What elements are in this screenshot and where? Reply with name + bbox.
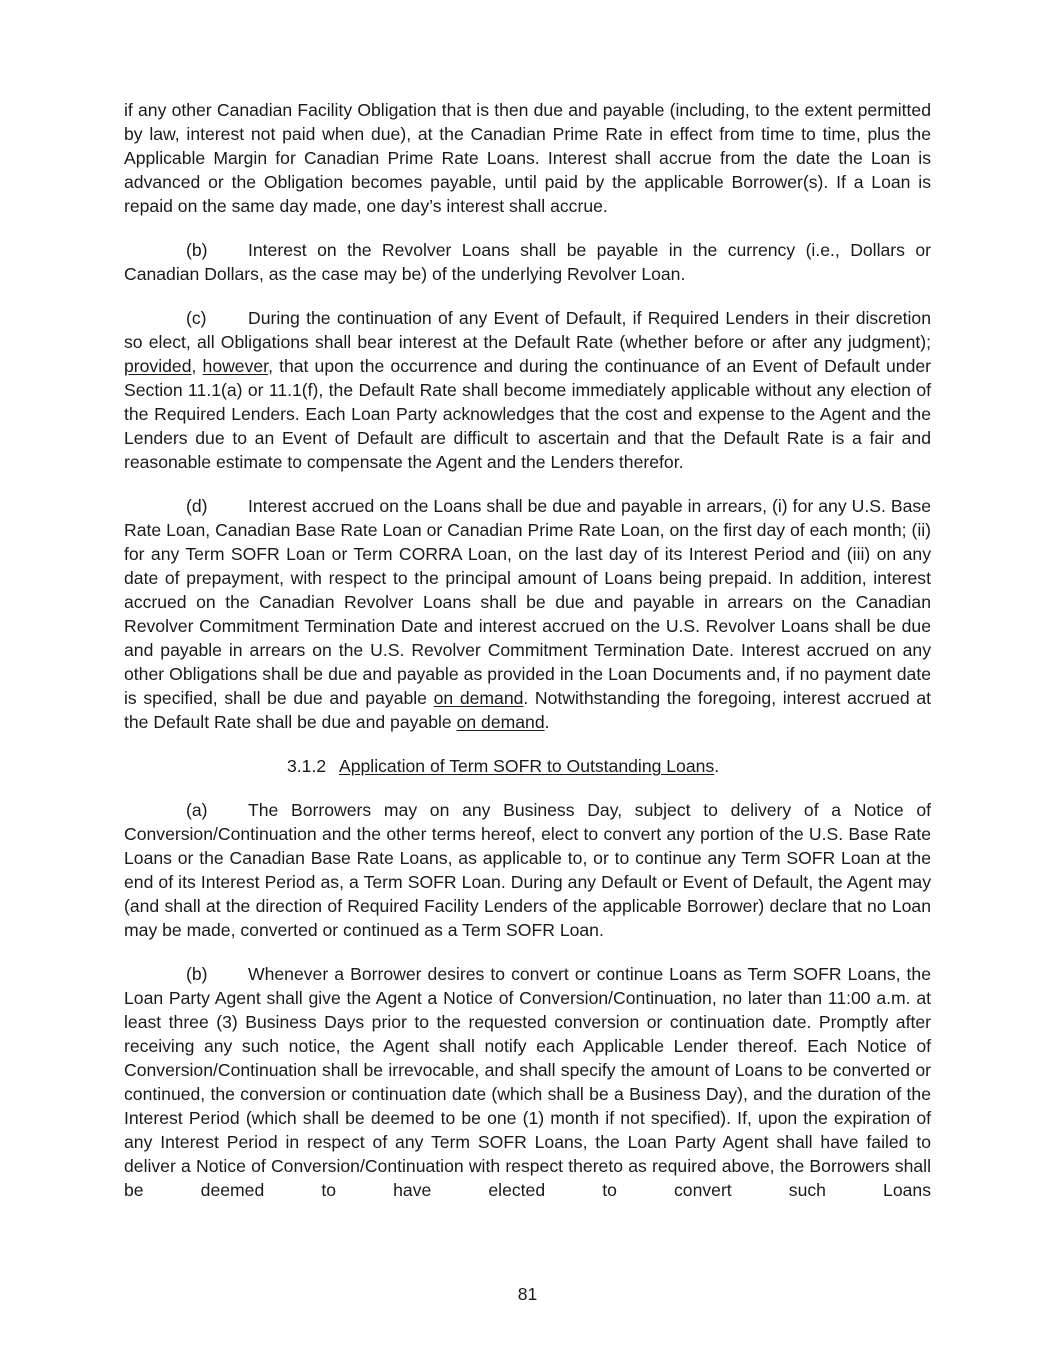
paragraph-text: The Borrowers may on any Business Day, subject to delivery of a Notice of Conversion/Continuation and the other terms hereof, elect to convert any portion of the U.S. Base Rate Loans or the Canadian Base Rate Loans, as applicable to, or to continue any Term SOFR Loan at the end of its Interest Period as, a Term SOFR Loan. During any Default or Event of Default, the Agent may (and shall at the direction of Required Facility Lenders of the applicable Borrower) declare that no Loan may be made, converted or continued as a Term SOFR Loan.: [124, 800, 931, 940]
underlined-term-however: however: [202, 356, 269, 376]
paragraph-text: , that upon the occurrence and during the continuance of an Event of Default under Section 11.1(a) or 11.1(f), the Default Rate shall become immediately applicable without any election of the Required Lenders. Each Loan Party acknowledges that the cost and expense to the Agent and the Lenders due to an Event of Default are difficult to ascertain and that the Default Rate is a fair and reasonable estimate to compensate the Agent and the Lenders therefor.: [124, 356, 931, 472]
clause-marker: (b): [186, 964, 208, 984]
paragraph-text: Whenever a Borrower desires to convert or continue Loans as Term SOFR Loans, the Loan Party Agent shall give the Agent a Notice of Conversion/Continuation, no later than 11:00 a.m. at least three (3) Business Days prior to the requested conversion or continuation date. Promptly after receiving any such notice, the Agent shall notify each Applicable Lender thereof. Each Notice of Conversion/Continuation shall be irrevocable, and shall specify the amount of Loans to be converted or continued, the conversion or continuation date (which shall be a Business Day), and the duration of the Interest Period (which shall be deemed to be one (1) month if not specified). If, upon the expiration of any Interest Period in respect of any Term SOFR Loans, the Loan Party Agent shall have failed to deliver a Notice of Conversion/Continuation with respect thereto as required above, the Borrowers shall be deemed to have elected to convert such Loans: [124, 964, 931, 1200]
underlined-term-on-demand: on demand: [456, 712, 545, 732]
clause-marker: (d): [186, 496, 208, 516]
separator-text: ,: [191, 356, 203, 376]
paragraph-text: During the continuation of any Event of Default, if Required Lenders in their discretion so elect, all Obligations shall bear interest at the Default Rate (whether before or after any judgment);: [124, 308, 931, 352]
underlined-term-on-demand: on demand: [433, 688, 524, 708]
section-title: Application of Term SOFR to Outstanding Loans: [339, 756, 715, 776]
paragraph-a-conversion: [124, 798, 931, 942]
paragraph-text: if any other Canadian Facility Obligation that is then due and payable (including, to the extent permitted by law, interest not paid when due), at the Canadian Prime Rate in effect from time to time, plus the Applicable Margin for Canadian Prime Rate Loans. Interest shall accrue from the date the Loan is advanced or the Obligation becomes payable, until paid by the applicable Borrower(s). If a Loan is repaid on the same day made, one day’s interest shall accrue.: [124, 100, 931, 216]
paragraph-b-conversion-notice: [124, 962, 931, 1202]
paragraph-text: . Notwithstanding the foregoing, interest accrued at the Default Rate shall be due and payable: [124, 688, 931, 732]
clause-marker: (a): [186, 800, 208, 820]
paragraph-text: .: [544, 712, 550, 732]
paragraph-text: Interest on the Revolver Loans shall be payable in the currency (i.e., Dollars or Canadian Dollars, as the case may be) of the underlying Revolver Loan.: [124, 240, 931, 284]
section-title-period: .: [714, 756, 720, 776]
section-heading: [124, 754, 931, 778]
section-number: 3.1.2: [287, 756, 327, 776]
underlined-term-provided: provided: [124, 356, 192, 376]
paragraph-text: Interest accrued on the Loans shall be due and payable in arrears, (i) for any U.S. Base Rate Loan, Canadian Base Rate Loan or Canadian Prime Rate Loan, on the first day of each month; (ii) for any Term SOFR Loan or Term CORRA Loan, on the last day of its Interest Period and (iii) on any date of prepayment, with respect to the principal amount of Loans being prepaid. In addition, interest accrued on the Canadian Revolver Loans shall be due and payable in arrears on the Canadian Revolver Commitment Termination Date and interest accrued on the U.S. Revolver Loans shall be due and payable in arrears on the U.S. Revolver Commitment Termination Date. Interest accrued on any other Obligations shall be due and payable as provided in the Loan Documents and, if no payment date is specified, shall be due and payable: [124, 496, 931, 708]
paragraph-b-interest-currency: [124, 238, 931, 286]
page-number: 81: [517, 1284, 538, 1304]
document-page: [124, 98, 931, 1202]
clause-marker: (c): [186, 308, 207, 328]
clause-marker: (b): [186, 240, 208, 260]
paragraph-continuation: [124, 98, 931, 218]
paragraph-c-default-rate: [124, 306, 931, 474]
paragraph-d-interest-accrual: [124, 494, 931, 734]
